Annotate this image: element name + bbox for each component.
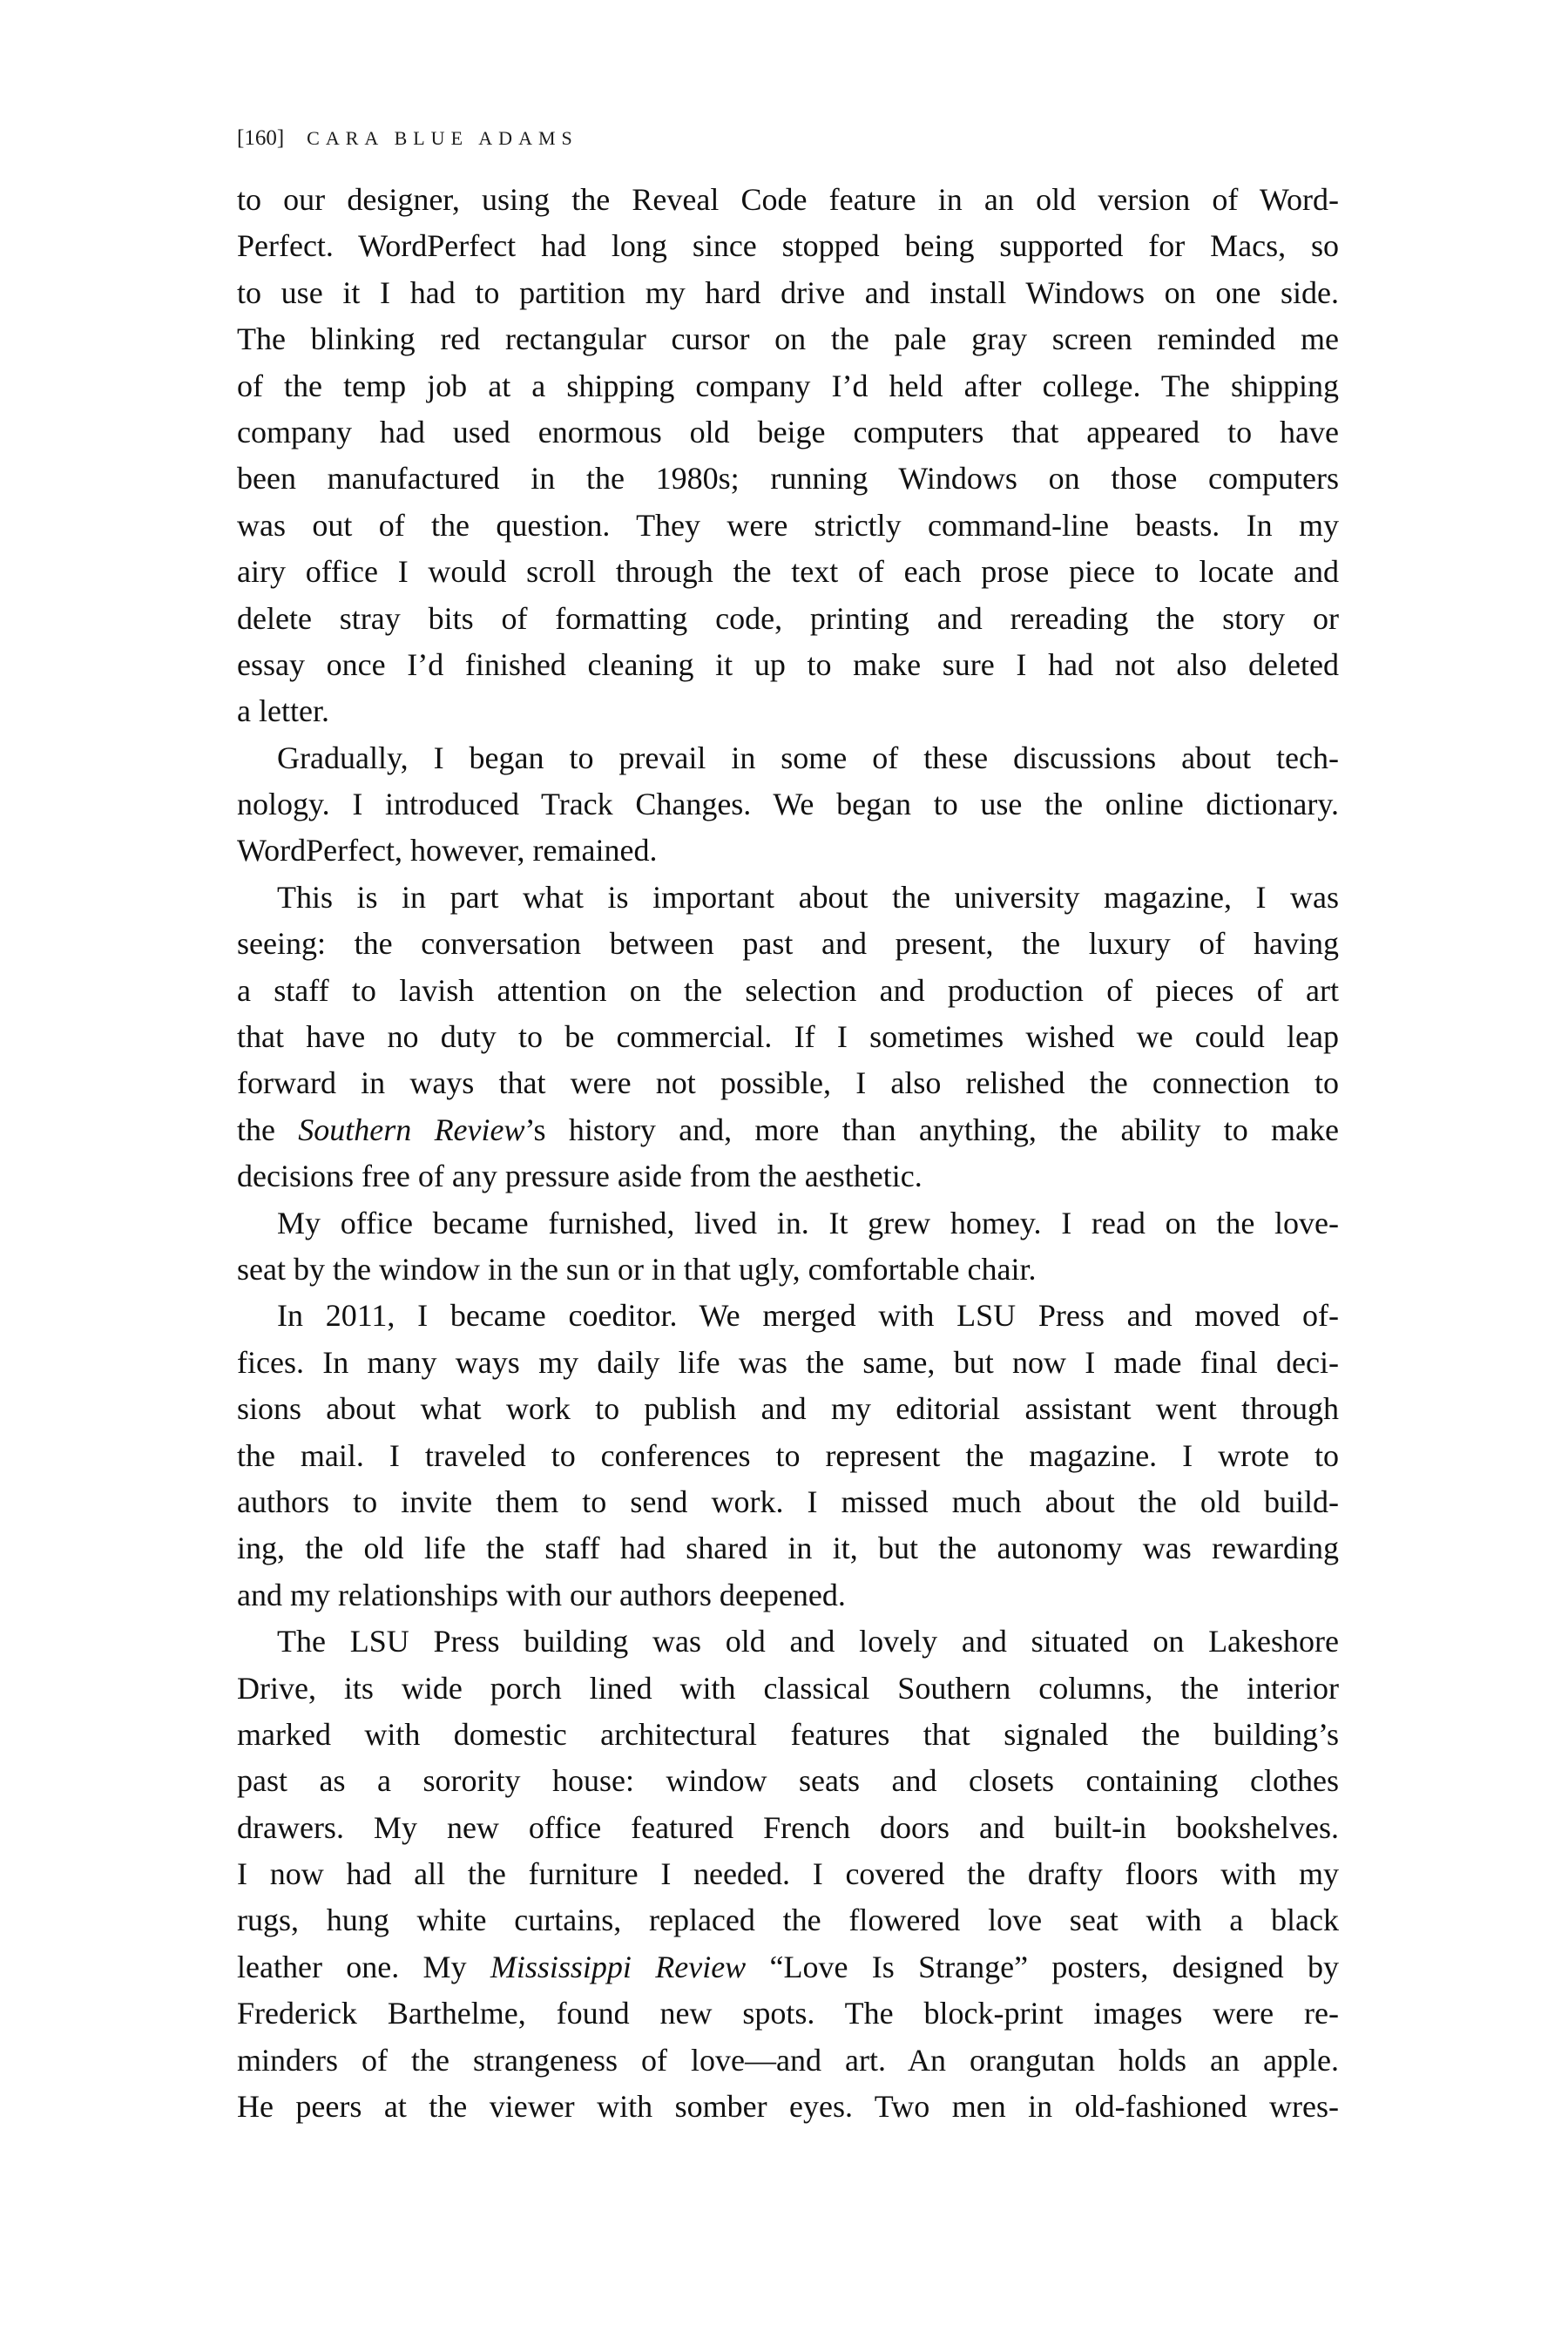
text-line	[237, 1758, 1339, 1804]
body-text	[237, 177, 1339, 2130]
text-segment: rugs, hung white curtains, replaced the flowered love seat with a black	[237, 1903, 1339, 1938]
text-line	[237, 1200, 1339, 1247]
text-segment: This is in part what is important about the university magazine, I was	[277, 879, 1339, 915]
text-segment: and my relationships with our authors deepened.	[237, 1577, 846, 1612]
text-segment: was out of the question. They were strictly command-line beasts. In my	[237, 507, 1339, 543]
text-line	[237, 1433, 1339, 1479]
text-line	[237, 177, 1339, 223]
text-segment: been manufactured in the 1980s; running Windows on those computers	[237, 461, 1339, 497]
text-line	[237, 1990, 1339, 2037]
text-line	[237, 1525, 1339, 1571]
text-segment: authors to invite them to send work. I missed much about the old build-	[237, 1484, 1339, 1519]
text-segment: nology. I introduced Track Changes. We began to use the online dictionary.	[237, 787, 1339, 822]
text-line	[237, 781, 1339, 828]
text-line	[237, 270, 1339, 316]
text-segment: Gradually, I began to prevail in some of these discussions about tech-	[277, 740, 1339, 775]
text-segment: “Love Is Strange” posters, designed by	[746, 1949, 1339, 1984]
text-line	[237, 1293, 1339, 1339]
text-line	[237, 1712, 1339, 1758]
text-segment: the mail. I traveled to conferences to represent the magazine. I wrote to	[237, 1437, 1339, 1473]
text-line	[237, 1014, 1339, 1060]
text-segment: sions about what work to publish and my editorial assistant went through	[237, 1391, 1339, 1427]
text-segment: In 2011, I became coeditor. We merged with LSU Press and moved of-	[277, 1298, 1339, 1334]
text-line	[237, 1805, 1339, 1851]
text-line	[237, 735, 1339, 781]
text-line	[237, 2084, 1339, 2130]
text-segment: fices. In many ways my daily life was the same, but now I made final deci-	[237, 1344, 1339, 1380]
text-segment: minders of the strangeness of love—and art. An orangutan holds an apple.	[237, 2042, 1339, 2078]
text-segment: of the temp job at a shipping company I’d held after college. The shipping	[237, 368, 1339, 403]
running-head-author: CARA BLUE ADAMS	[307, 127, 578, 149]
text-segment: He peers at the viewer with somber eyes. Two men in old-fashioned wres-	[237, 2089, 1339, 2125]
page-number: [160]	[237, 126, 285, 150]
text-segment: I now had all the furniture I needed. I covered the drafty floors with my	[237, 1856, 1339, 1892]
text-segment: seat by the window in the sun or in that ugly, comfortable chair.	[237, 1251, 1037, 1287]
text-segment: decisions free of any pressure aside from the aesthetic.	[237, 1159, 923, 1194]
text-line	[237, 409, 1339, 456]
text-segment: to use it I had to partition my hard drive and install Windows on one side.	[237, 274, 1339, 310]
text-line	[237, 1944, 1339, 1990]
text-line	[237, 1619, 1339, 1665]
text-segment: company had used enormous old beige computers that appeared to have	[237, 414, 1339, 449]
text-line	[237, 1107, 1339, 1153]
text-line	[237, 223, 1339, 269]
text-line	[237, 549, 1339, 595]
text-segment: a letter.	[237, 693, 329, 729]
text-segment: leather one. My	[237, 1949, 490, 1984]
text-segment: ing, the old life the staff had shared in it, but the autonomy was rewarding	[237, 1531, 1339, 1566]
text-segment: airy office I would scroll through the text of each prose piece to locate and	[237, 554, 1339, 590]
running-head	[237, 123, 578, 154]
text-line	[237, 688, 1339, 734]
text-segment: that have no duty to be commercial. If I sometimes wished we could leap	[237, 1019, 1339, 1055]
text-line	[237, 1340, 1339, 1386]
text-line	[237, 968, 1339, 1014]
text-segment: a staff to lavish attention on the selection and production of pieces of art	[237, 972, 1339, 1008]
text-line	[237, 642, 1339, 688]
text-segment: to our designer, using the Reveal Code feature in an old version of Word-	[237, 182, 1339, 217]
text-line	[237, 1897, 1339, 1943]
text-line	[237, 1247, 1339, 1293]
text-line	[237, 1572, 1339, 1619]
text-segment: Drive, its wide porch lined with classical Southern columns, the interior	[237, 1670, 1339, 1706]
text-segment: WordPerfect, however, remained.	[237, 833, 658, 868]
text-line	[237, 875, 1339, 921]
text-line	[237, 316, 1339, 362]
text-segment: the	[237, 1112, 299, 1147]
text-segment: The blinking red rectangular cursor on the pale gray screen reminded me	[237, 321, 1339, 357]
text-segment: seeing: the conversation between past and present, the luxury of having	[237, 926, 1339, 962]
text-segment: delete stray bits of formatting code, printing and rereading the story or	[237, 600, 1339, 636]
text-line	[237, 1666, 1339, 1712]
text-segment: marked with domestic architectural features that signaled the building’s	[237, 1716, 1339, 1752]
text-segment: Frederick Barthelme, found new spots. The block-print images were re-	[237, 1996, 1339, 2031]
text-segment: drawers. My new office featured French doors and built-in bookshelves.	[237, 1809, 1339, 1845]
text-line	[237, 596, 1339, 642]
text-segment: essay once I’d finished cleaning it up to make sure I had not also deleted	[237, 646, 1339, 682]
text-segment: ’s history and, more than anything, the ability to make	[524, 1112, 1340, 1147]
text-line	[237, 2038, 1339, 2084]
text-segment: past as a sorority house: window seats and closets containing clothes	[237, 1763, 1339, 1799]
text-line	[237, 1153, 1339, 1200]
text-line	[237, 456, 1339, 502]
text-line	[237, 1386, 1339, 1432]
italic-title: Southern Review	[298, 1112, 525, 1147]
text-segment: forward in ways that were not possible, I also relished the connection to	[237, 1065, 1339, 1101]
text-line	[237, 503, 1339, 549]
text-line	[237, 1479, 1339, 1525]
text-segment: My office became furnished, lived in. It grew homey. I read on the love-	[277, 1205, 1339, 1240]
text-segment: Perfect. WordPerfect had long since stopped being supported for Macs, so	[237, 228, 1339, 264]
text-line	[237, 921, 1339, 967]
text-segment: The LSU Press building was old and lovely and situated on Lakeshore	[277, 1624, 1339, 1659]
text-line	[237, 828, 1339, 874]
text-line	[237, 1060, 1339, 1106]
italic-title: Mississippi Review	[490, 1949, 747, 1984]
text-line	[237, 1851, 1339, 1897]
text-line	[237, 363, 1339, 409]
